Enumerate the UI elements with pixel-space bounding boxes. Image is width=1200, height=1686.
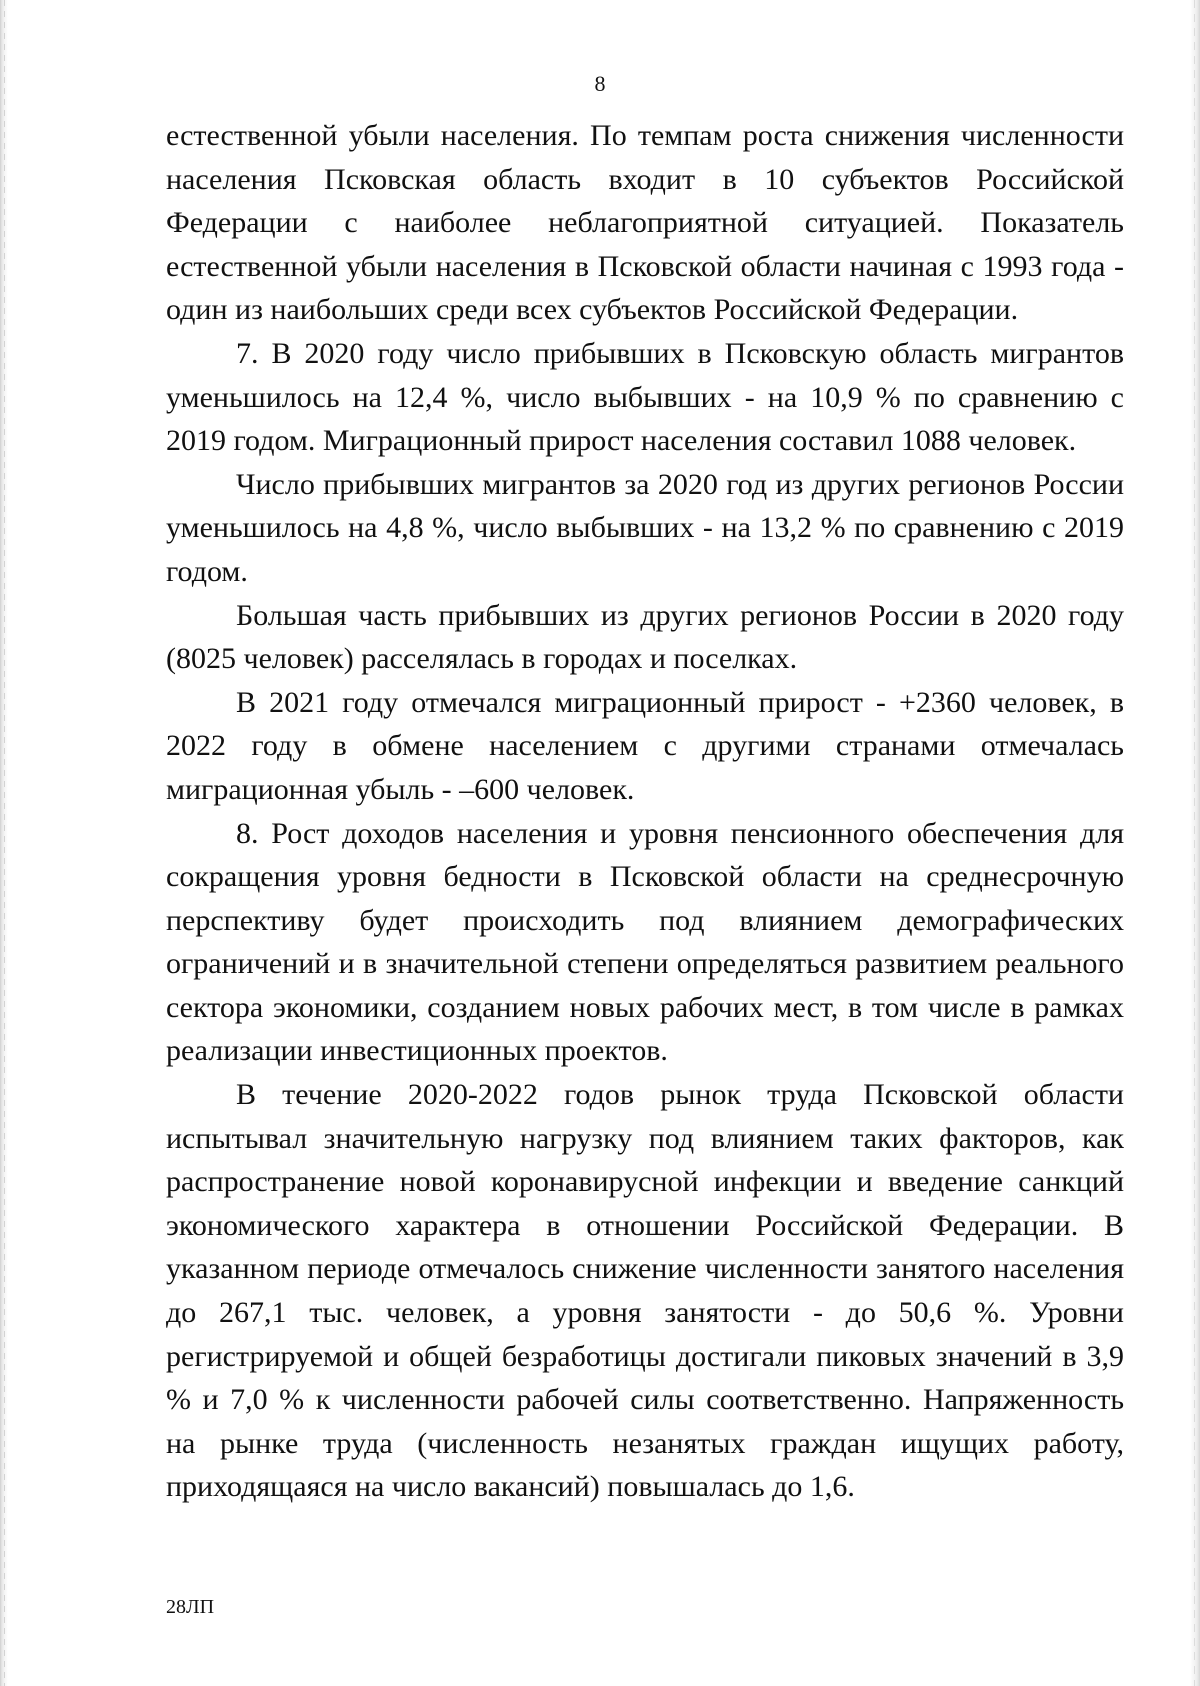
- page-number: 8: [594, 71, 606, 96]
- paragraph-item-8: 8. Рост доходов населения и уровня пенсионного обеспечения для сокращения уровня бедности в Псковской области на среднесрочную перспективу будет происходить под влиянием демографических ограничений и в значительной степени определяться развитием реального сектора экономики, созданием новых рабочих мест, в том числе в рамках реализации инвестиционных проектов.: [166, 816, 1124, 1068]
- paragraph-migration-2021-2022: В 2021 году отмечался миграционный прирост - +2360 человек, в 2022 году в обмене населением с другими странами отмечалась миграционная убыль - –600 человек.: [166, 685, 1124, 806]
- scan-edge-right: [1190, 0, 1200, 1686]
- document-body: [166, 114, 1124, 1509]
- footer-code: 28ЛП: [166, 1596, 215, 1618]
- paragraph-labor-market: В течение 2020-2022 годов рынок труда Псковской области испытывал значительную нагрузку под влиянием таких факторов, как распространение новой коронавирусной инфекции и введение санкций экономического характера в отношении Российской Федерации. В указанном периоде отмечалось снижение численности занятого населения до 267,1 тыс. человек, а уровня занятости - до 50,6 %. Уровни регистрируемой и общей безработицы достигали пиковых значений в 3,9 % и 7,0 % к численности рабочей силы соответственно. Напряженность на рынке труда (численность незанятых граждан ищущих работу, приходящаяся на число вакансий) повышалась до 1,6.: [166, 1078, 1124, 1504]
- paragraph-migrants-regions: Число прибывших мигрантов за 2020 год из других регионов России уменьшилось на 4,8 %, число выбывших - на 13,2 % по сравнению с 2019 годом.: [166, 467, 1124, 588]
- paragraph-continuation: естественной убыли населения. По темпам роста снижения численности населения Псковская область входит в 10 субъектов Российской Федерации с наиболее неблагоприятной ситуацией. Показатель естественной убыли населения в Псковской области начиная с 1993 года - один из наибольших среди всех субъектов Российской Федерации.: [166, 119, 1124, 327]
- paragraph-settlement: Большая часть прибывших из других регионов России в 2020 году (8025 человек) расселялась в городах и поселках.: [166, 598, 1124, 676]
- paragraph-item-7: 7. В 2020 году число прибывших в Псковскую область мигрантов уменьшилось на 12,4 %, число выбывших - на 10,9 % по сравнению с 2019 годом. Миграционный прирост населения составил 1088 человек.: [166, 336, 1124, 458]
- scan-edge-left: [0, 0, 8, 1686]
